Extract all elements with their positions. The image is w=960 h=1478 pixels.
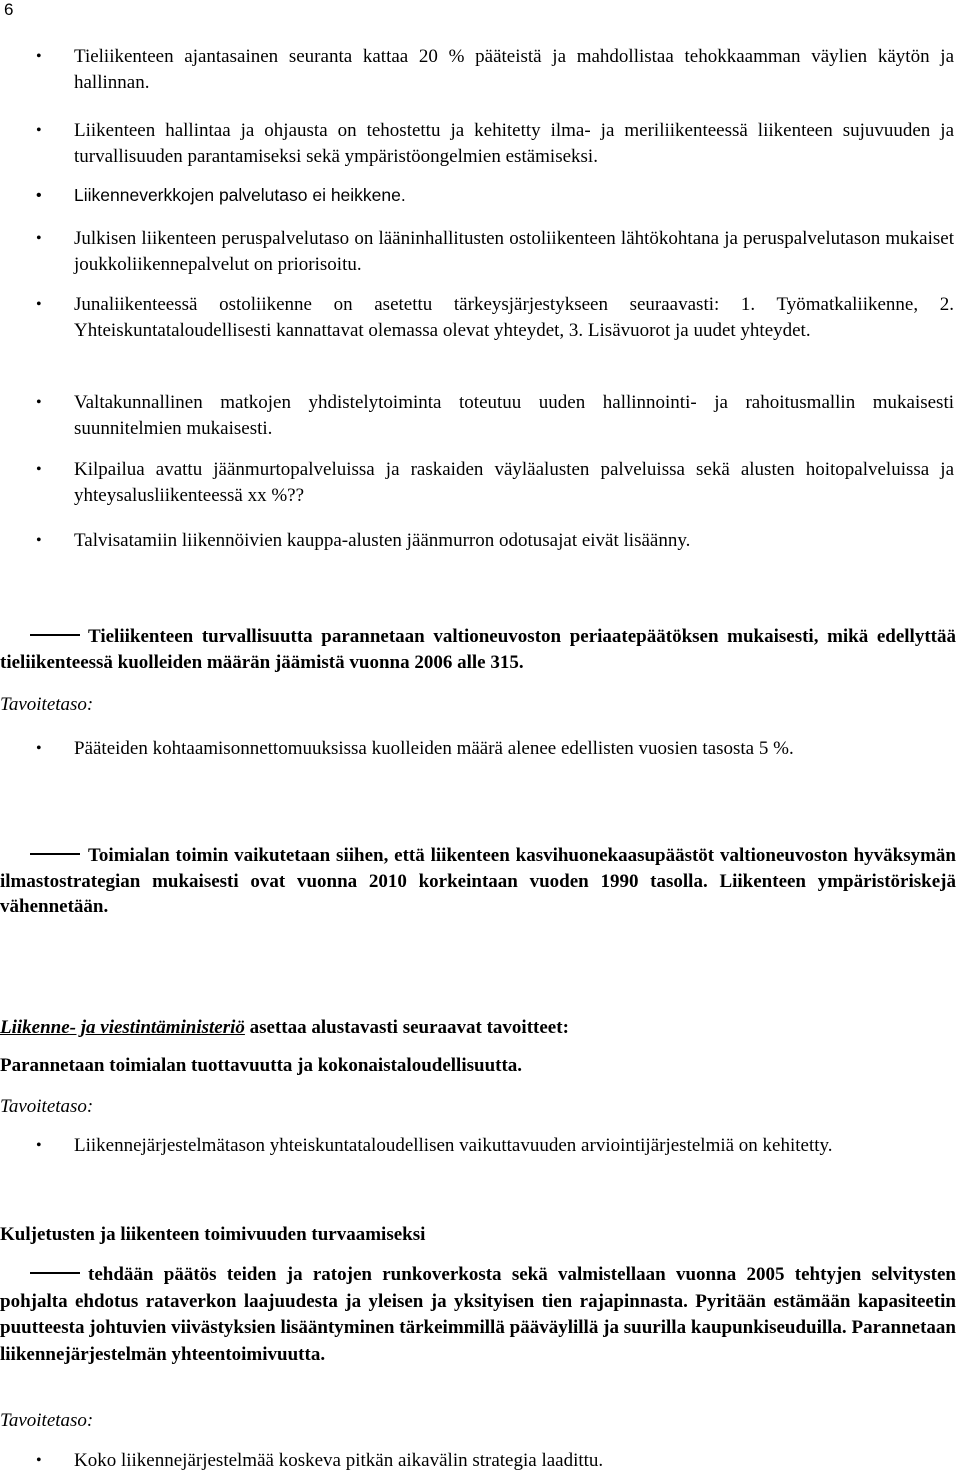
dash-icon <box>30 634 80 636</box>
ministry-heading <box>0 1015 956 1041</box>
goal-text: tehdään päätös teiden ja ratojen runkoverkosta sekä valmistellaan vuonna 2005 tehtyjen selvitysten pohjalta ehdotus rataverkon laajuudesta ja yleisen ja yksityisen tien rajapinnasta. Pyritään estämään kapasiteetin puutteesta johtuvien viivästyksien lisääntyminen tärkeimmillä pääväylillä ja suurilla kaupunkiseuduilla. Parannetaan liikennejärjestelmän yhteentoimivuutta. <box>0 1264 956 1365</box>
list-item: • Kilpailua avattu jäänmurtopalveluissa ja raskaiden väyläalusten palveluissa sekä alusten hoitopalveluissa ja yhteysalusliikenteessä xx %?? <box>74 457 954 508</box>
target-label: Tavoitetaso: <box>0 1096 94 1117</box>
target-label: Tavoitetaso: <box>0 694 94 715</box>
dash-icon <box>30 1272 80 1274</box>
list-item: • Koko liikennejärjestelmää koskeva pitkän aikavälin strategia laadittu. <box>74 1448 954 1474</box>
list-item: • Liikenneverkkojen palvelutaso ei heikkene. <box>74 183 954 209</box>
heading-transport: Kuljetusten ja liikenteen toimivuuden turvaamiseksi <box>0 1224 426 1245</box>
ministry-name: Liikenne- ja viestintäministeriö <box>0 1017 245 1038</box>
page-number: 6 <box>4 0 14 19</box>
list-item: • Liikenteen hallintaa ja ohjausta on tehostettu ja kehitetty ilma- ja meriliikenteessä liikenteen sujuvuuden ja turvallisuuden parantamiseksi sekä ympäristöongelmien estämiseksi. <box>74 118 954 169</box>
heading-productivity: Parannetaan toimialan tuottavuutta ja kokonaistaloudellisuutta. <box>0 1055 523 1076</box>
list-item: • Liikennejärjestelmätason yhteiskuntataloudellisen vaikuttavuuden arviointijärjestelmiä on kehitetty. <box>74 1133 954 1159</box>
ministry-rest: asettaa alustavasti seuraavat tavoitteet: <box>244 1017 569 1038</box>
goal-text: Tieliikenteen turvallisuutta parannetaan valtioneuvoston periaatepäätöksen mukaisesti, mikä edellyttää tieliikenteessä kuolleiden määrän jäämistä vuonna 2006 alle 315. <box>0 626 956 673</box>
goal-paragraph-3 <box>0 1262 956 1368</box>
goal-text: Toimialan toimin vaikutetaan siihen, että liikenteen kasvihuonekaasupäästöt valtioneuvoston hyväksymän ilmastostrategian mukaisesti ovat vuonna 2010 korkeintaan vuoden 1990 tasolla. Liikenteen ympäristöriskejä vähennetään. <box>0 845 956 917</box>
list-item: • Talvisatamiin liikennöivien kauppa-alusten jäänmurron odotusajat eivät lisäänny. <box>74 528 954 554</box>
goal-paragraph-1 <box>0 624 956 675</box>
goal-paragraph-2 <box>0 843 956 920</box>
list-item: • Julkisen liikenteen peruspalvelutaso on lääninhallitusten ostoliikenteen lähtökohtana ja peruspalvelutason mukaiset joukkoliikennepalvelut on priorisoitu. <box>74 226 954 277</box>
list-item: • Valtakunnallinen matkojen yhdistelytoiminta toteutuu uuden hallinnointi- ja rahoitusmallin mukaisesti suunnitelmien mukaisesti. <box>74 390 954 441</box>
list-item: • Pääteiden kohtaamisonnettomuuksissa kuolleiden määrä alenee edellisten vuosien tasosta 5 %. <box>74 736 954 762</box>
list-item: • Tieliikenteen ajantasainen seuranta kattaa 20 % pääteistä ja mahdollistaa tehokkaamman väylien käytön ja hallinnan. <box>74 44 954 95</box>
dash-icon <box>30 853 80 855</box>
target-label: Tavoitetaso: <box>0 1410 94 1431</box>
list-item: • Junaliikenteessä ostoliikenne on asetettu tärkeysjärjestykseen seuraavasti: 1. Työmatkaliikenne, 2. Yhteiskuntataloudellisesti kannattavat olemassa olevat yhteydet, 3. Lisävuorot ja uudet yhteydet. <box>74 292 954 343</box>
